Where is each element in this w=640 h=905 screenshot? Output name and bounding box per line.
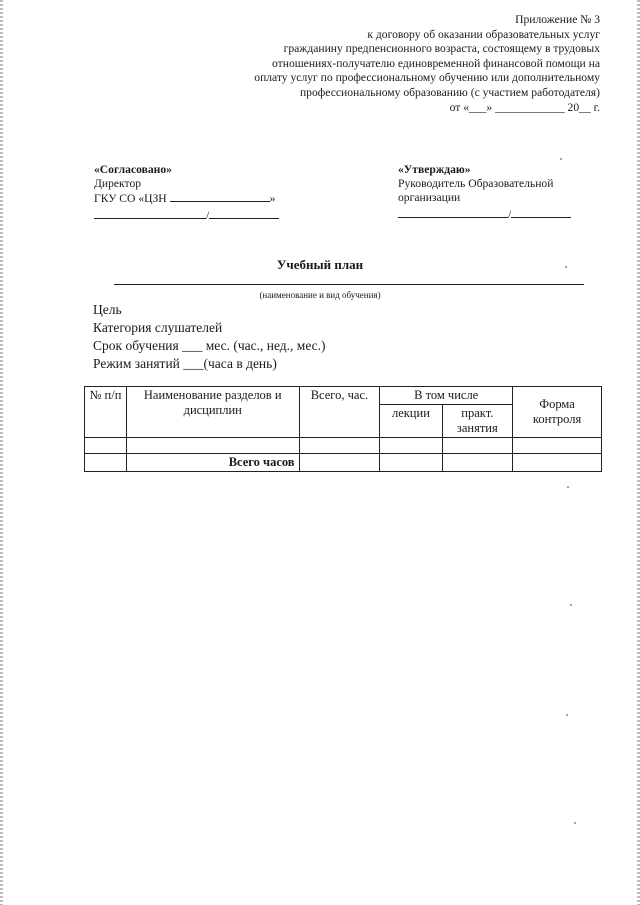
table-cell [442, 438, 513, 454]
table-cell [85, 438, 127, 454]
date-line: от «___» ____________ 20__ г. [449, 100, 600, 114]
scan-speck [570, 604, 572, 606]
appendix-header [160, 13, 600, 115]
table-cell [513, 454, 602, 472]
program-name-line [114, 284, 584, 285]
approval-left [94, 163, 294, 223]
table-cell [299, 438, 380, 454]
table-total-row [85, 454, 602, 472]
scan-speck [566, 714, 568, 716]
col-header-total: Всего, час. [299, 387, 380, 438]
table-cell [380, 438, 442, 454]
table-cell [126, 438, 299, 454]
table-cell [513, 438, 602, 454]
program-name-caption: (наименование и вид обучения) [259, 290, 381, 300]
col-header-name: Наименование разделов и дисциплин [126, 387, 299, 438]
approval-right-signature [398, 207, 598, 222]
signature-line [398, 207, 508, 218]
approval-left-role: Директор [94, 177, 142, 190]
field-category: Категория слушателей [93, 320, 223, 335]
signature-line [511, 207, 571, 218]
col-header-num: № п/п [85, 387, 127, 438]
scan-edge-left [0, 0, 3, 905]
approval-left-org-suffix: » [269, 192, 276, 205]
field-duration: Срок обучения ___ мес. (час., нед., мес.) [93, 338, 326, 353]
signature-slash: / [508, 208, 512, 221]
appendix-line: отношениях-получателю единовременной финансовой помощи на [272, 56, 600, 70]
signature-line [209, 208, 279, 219]
table-row [85, 438, 602, 454]
scan-speck [565, 266, 567, 268]
appendix-line: к договору об оказании образовательных услуг [367, 27, 600, 41]
plan-fields [93, 301, 326, 373]
approval-right-role: Руководитель Образовательной [398, 177, 554, 190]
page-title: Учебный план [276, 257, 364, 272]
col-header-including: В том числе [380, 387, 513, 405]
scan-speck [567, 486, 569, 488]
field-schedule: Режим занятий ___(часа в день) [93, 356, 277, 371]
col-header-lectures: лекции [380, 405, 442, 438]
approval-left-signature [94, 208, 294, 223]
table-cell [299, 454, 380, 472]
col-header-practice: практ. занятия [442, 405, 513, 438]
scan-speck [574, 822, 576, 824]
col-header-form: Форма контроля [513, 387, 602, 438]
field-goal: Цель [93, 302, 122, 317]
appendix-line: оплату услуг по профессиональному обучению или дополнительному [254, 71, 600, 85]
table-cell [442, 454, 513, 472]
signature-slash: / [206, 209, 210, 222]
curriculum-table [84, 386, 602, 472]
table-header-row [85, 387, 602, 405]
approval-right [398, 163, 598, 222]
approval-left-head: «Согласовано» [94, 163, 172, 176]
scan-speck [560, 158, 562, 160]
signature-line [170, 191, 270, 202]
total-hours-label: Всего часов [126, 454, 299, 472]
approval-left-org [94, 191, 294, 206]
appendix-line: профессиональному образованию (с участием работодателя) [299, 85, 600, 99]
appendix-line: гражданину предпенсионного возраста, состоящему в трудовых [283, 42, 600, 56]
approval-left-org-prefix: ГКУ СО «ЦЗН [94, 192, 167, 205]
signature-line [94, 208, 206, 219]
approval-right-head: «Утверждаю» [398, 163, 471, 176]
table-cell [380, 454, 442, 472]
appendix-title: Приложение № 3 [515, 13, 600, 26]
table-cell [85, 454, 127, 472]
approval-right-role: организации [398, 191, 461, 204]
